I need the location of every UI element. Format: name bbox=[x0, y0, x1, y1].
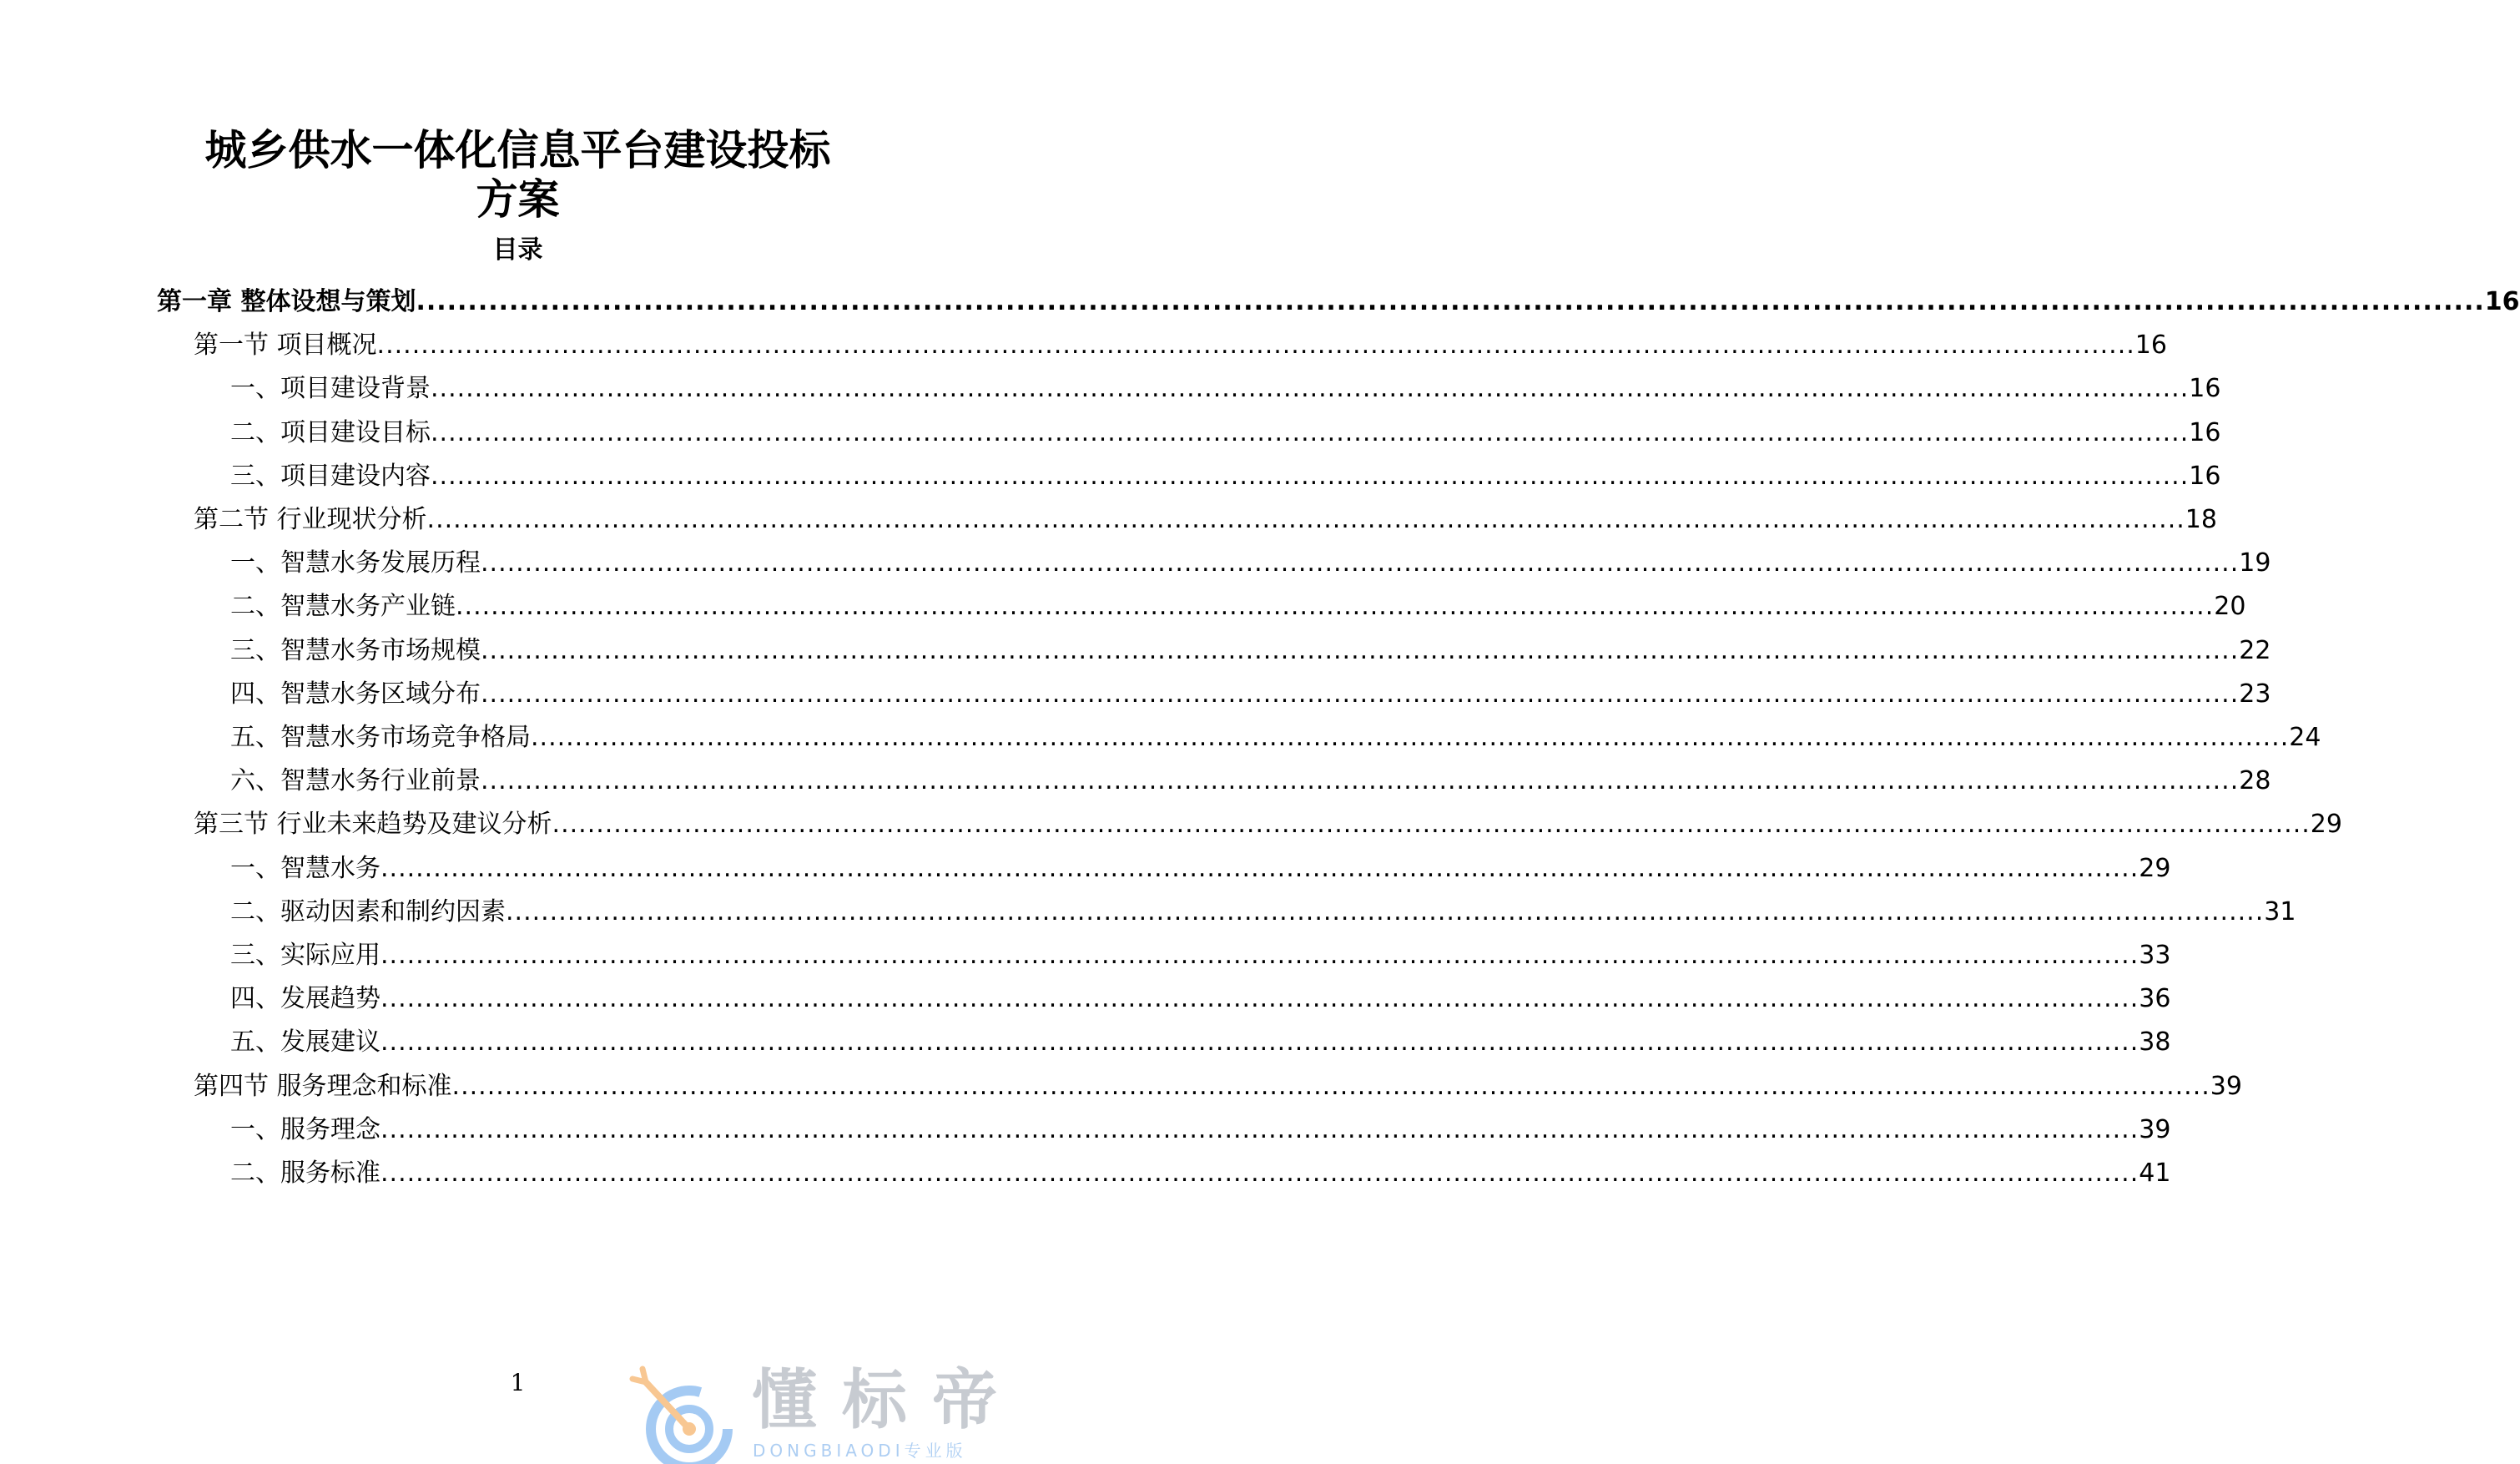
toc-entry[interactable] bbox=[230, 590, 2246, 623]
toc-entry[interactable] bbox=[230, 896, 2296, 929]
watermark-brand-text: 懂标帝 bbox=[752, 1363, 1023, 1438]
toc-dot-leader: ........................................................................................................................................................................................................ bbox=[531, 723, 2290, 752]
toc-entry-page: 38 bbox=[2139, 1027, 2171, 1057]
toc-entry-page: 24 bbox=[2289, 723, 2321, 752]
toc-dot-leader: ........................................................................................................................................................................................................ bbox=[416, 287, 2485, 316]
toc-entry-page: 16 bbox=[2189, 374, 2221, 403]
toc-dot-leader: ........................................................................................................................................................................................................ bbox=[431, 374, 2190, 403]
toc-dot-leader: ........................................................................................................................................................................................................ bbox=[381, 1027, 2139, 1057]
toc-entry-page: 22 bbox=[2239, 636, 2271, 665]
toc-entry-label: 三、项目建设内容 bbox=[230, 462, 431, 491]
toc-entry-page: 20 bbox=[2214, 592, 2246, 621]
toc-entry-label: 二、智慧水务产业链 bbox=[230, 592, 456, 621]
toc-dot-leader: ........................................................................................................................................................................................................ bbox=[451, 1072, 2210, 1101]
toc-entry-label: 第一章 整体设想与策划 bbox=[157, 287, 416, 316]
toc-entry-page: 18 bbox=[2185, 505, 2217, 534]
toc-entry-page: 31 bbox=[2264, 897, 2296, 926]
toc-dot-leader: ........................................................................................................................................................................................................ bbox=[506, 897, 2265, 926]
toc-entry-page: 29 bbox=[2310, 810, 2342, 839]
toc-dot-leader: ........................................................................................................................................................................................................ bbox=[552, 810, 2311, 839]
toc-entry-label: 二、服务标准 bbox=[230, 1159, 381, 1188]
toc-entry[interactable] bbox=[157, 285, 2520, 319]
toc-dot-leader: ........................................................................................................................................................................................................ bbox=[381, 1115, 2139, 1144]
toc-entry-page: 19 bbox=[2239, 548, 2271, 578]
toc-entry-page: 16 bbox=[2134, 331, 2167, 360]
toc-entry-label: 一、服务理念 bbox=[230, 1115, 381, 1144]
toc-entry[interactable] bbox=[230, 678, 2271, 711]
toc-dot-leader: ........................................................................................................................................................................................................ bbox=[381, 941, 2139, 970]
toc-dot-leader: ........................................................................................................................................................................................................ bbox=[381, 1159, 2139, 1188]
document-title-line-2: 方案 bbox=[476, 175, 560, 224]
toc-entry-label: 一、项目建设背景 bbox=[230, 374, 431, 403]
toc-entry-label: 五、智慧水务市场竞争格局 bbox=[230, 723, 531, 752]
toc-entry-label: 四、发展趋势 bbox=[230, 984, 381, 1013]
toc-dot-leader: ........................................................................................................................................................................................................ bbox=[481, 636, 2240, 665]
toc-entry[interactable] bbox=[230, 765, 2271, 798]
toc-entry-page: 36 bbox=[2139, 984, 2171, 1013]
toc-entry-page: 16 bbox=[2189, 462, 2221, 491]
toc-entry[interactable] bbox=[230, 372, 2221, 406]
toc-entry[interactable] bbox=[230, 416, 2221, 450]
toc-entry-page: 23 bbox=[2239, 679, 2271, 709]
toc-entry-label: 四、智慧水务区域分布 bbox=[230, 679, 481, 709]
watermark-subtitle: DONGBIAODI专业版 bbox=[753, 1441, 967, 1461]
toc-entry[interactable] bbox=[194, 1070, 2242, 1103]
toc-entry[interactable] bbox=[194, 503, 2217, 537]
toc-entry[interactable] bbox=[230, 1113, 2171, 1147]
toc-entry-page: 41 bbox=[2139, 1159, 2171, 1188]
toc-entry-label: 三、实际应用 bbox=[230, 941, 381, 970]
toc-entry[interactable] bbox=[230, 634, 2271, 668]
toc-entry[interactable] bbox=[230, 460, 2221, 493]
toc-entry[interactable] bbox=[230, 721, 2321, 755]
toc-dot-leader: ........................................................................................................................................................................................................ bbox=[481, 548, 2240, 578]
toc-entry[interactable] bbox=[194, 329, 2167, 362]
toc-entry-label: 第三节 行业未来趋势及建议分析 bbox=[194, 810, 552, 839]
target-arrow-logo-icon bbox=[621, 1364, 746, 1462]
toc-entry[interactable] bbox=[230, 1026, 2171, 1059]
toc-entry[interactable] bbox=[230, 852, 2171, 886]
toc-dot-leader: ........................................................................................................................................................................................................ bbox=[481, 679, 2240, 709]
toc-dot-leader: ........................................................................................................................................................................................................ bbox=[431, 418, 2190, 447]
toc-dot-leader: ........................................................................................................................................................................................................ bbox=[381, 984, 2139, 1013]
toc-dot-leader: ........................................................................................................................................................................................................ bbox=[381, 854, 2139, 883]
toc-entry[interactable] bbox=[230, 982, 2171, 1016]
toc-entry-label: 第四节 服务理念和标准 bbox=[194, 1072, 452, 1101]
toc-dot-leader: ........................................................................................................................................................................................................ bbox=[431, 462, 2190, 491]
toc-dot-leader: ........................................................................................................................................................................................................ bbox=[426, 505, 2185, 534]
toc-entry-label: 三、智慧水务市场规模 bbox=[230, 636, 481, 665]
toc-dot-leader: ........................................................................................................................................................................................................ bbox=[456, 592, 2215, 621]
toc-entry-page: 33 bbox=[2139, 941, 2171, 970]
toc-entry-page: 39 bbox=[2210, 1072, 2242, 1101]
toc-entry-page: 16 bbox=[2189, 418, 2221, 447]
page-number: 1 bbox=[510, 1369, 526, 1396]
toc-entry-label: 二、驱动因素和制约因素 bbox=[230, 897, 506, 926]
toc-entry-label: 一、智慧水务发展历程 bbox=[230, 548, 481, 578]
watermark-logo bbox=[621, 1364, 1031, 1462]
toc-entry-label: 六、智慧水务行业前景 bbox=[230, 766, 481, 795]
toc-entry-page: 28 bbox=[2239, 766, 2271, 795]
toc-entry-label: 第一节 项目概况 bbox=[194, 331, 377, 360]
toc-dot-leader: ........................................................................................................................................................................................................ bbox=[481, 766, 2240, 795]
toc-entry[interactable] bbox=[230, 939, 2171, 972]
toc-entry-page: 16 bbox=[2484, 287, 2520, 316]
toc-entry-label: 二、项目建设目标 bbox=[230, 418, 431, 447]
toc-dot-leader: ........................................................................................................................................................................................................ bbox=[376, 331, 2135, 360]
document-title-line-1: 城乡供水一体化信息平台建设投标 bbox=[204, 126, 831, 174]
toc-entry[interactable] bbox=[230, 1157, 2171, 1190]
toc-entry-label: 第二节 行业现状分析 bbox=[194, 505, 427, 534]
toc-entry-page: 29 bbox=[2139, 854, 2171, 883]
toc-entry-label: 一、智慧水务 bbox=[230, 854, 381, 883]
toc-heading: 目录 bbox=[492, 235, 543, 265]
toc-entry-page: 39 bbox=[2139, 1115, 2171, 1144]
toc-entry-label: 五、发展建议 bbox=[230, 1027, 381, 1057]
toc-entry[interactable] bbox=[230, 547, 2271, 580]
toc-entry[interactable] bbox=[194, 808, 2342, 841]
